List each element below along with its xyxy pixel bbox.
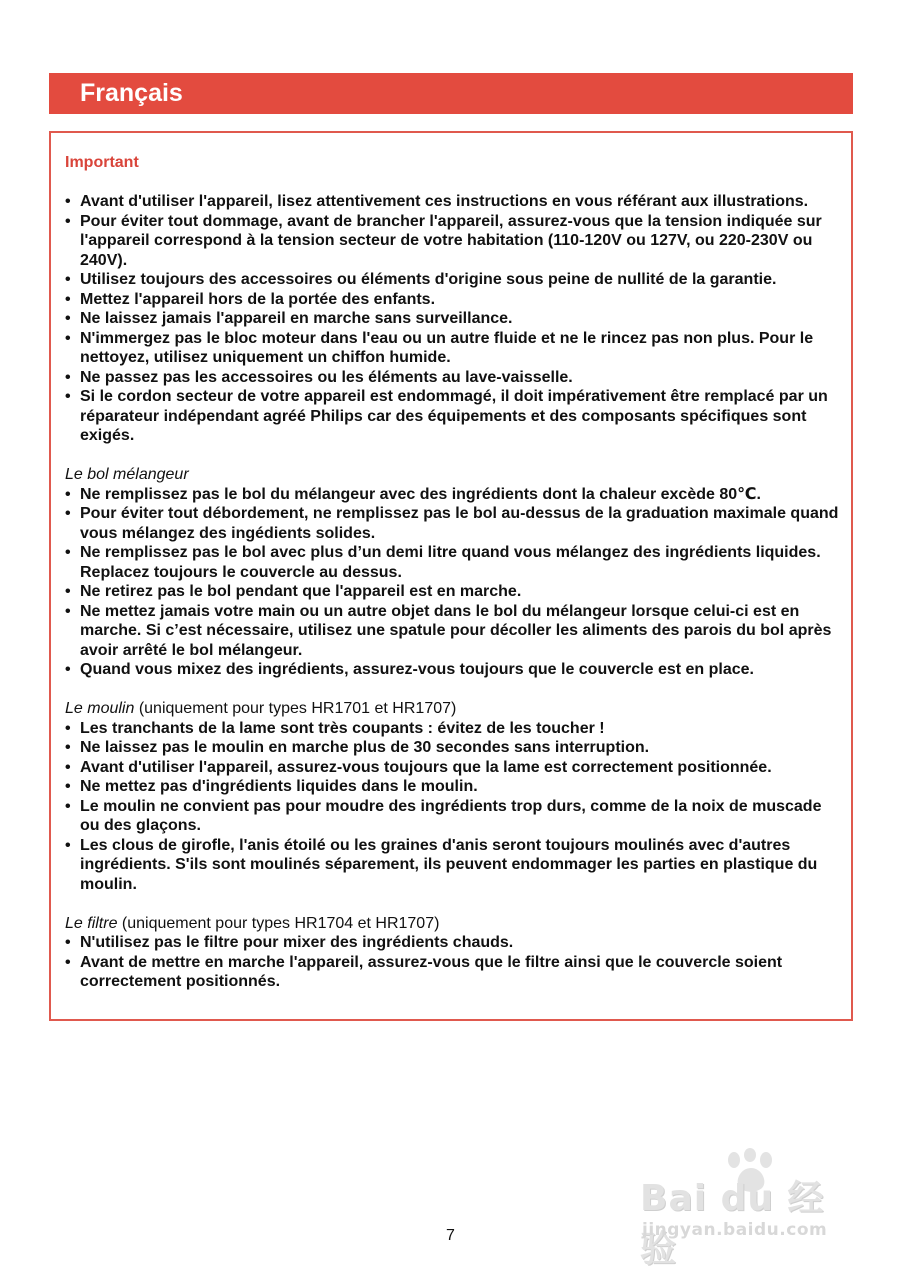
language-header (49, 73, 853, 114)
list-item: • Avant d'utiliser l'appareil, assurez-vous toujours que la lame est correctement positionnée. (65, 758, 841, 778)
list-item: • Si le cordon secteur de votre appareil est endommagé, il doit impérativement être remplacé par un réparateur indépendant agréé Philips car des équipements et des composants spécifiques sont exigés. (65, 387, 841, 446)
watermark-url: jingyan.baidu.com (642, 1220, 828, 1240)
list-item: • Ne laissez jamais l'appareil en marche sans surveillance. (65, 309, 841, 329)
bol-title: Le bol mélangeur (65, 466, 189, 483)
list-item: • Ne mettez pas d'ingrédients liquides dans le moulin. (65, 777, 841, 797)
list-item: • Les tranchants de la lame sont très coupants : évitez de les toucher ! (65, 719, 841, 739)
section-title-filtre (65, 914, 841, 934)
important-box (49, 131, 853, 1021)
filtre-note: (uniquement pour types HR1704 et HR1707) (117, 914, 440, 932)
list-item: • Le moulin ne convient pas pour moudre des ingrédients trop durs, comme de la noix de muscade ou des glaçons. (65, 797, 841, 836)
list-item: • N'utilisez pas le filtre pour mixer des ingrédients chauds. (65, 933, 841, 953)
baidu-watermark (640, 1148, 850, 1270)
moulin-note: (uniquement pour types HR1701 et HR1707) (134, 700, 457, 717)
list-item: • Ne remplissez pas le bol avec plus d’un demi litre quand vous mélangez des ingrédients liquides. Replacez toujours le couvercle au dessus. (65, 543, 841, 582)
list-item: • Utilisez toujours des accessoires ou éléments d'origine sous peine de nullité de la garantie. (65, 270, 841, 290)
language-title: Français (80, 79, 183, 107)
list-item: • Ne mettez jamais votre main ou un autre objet dans le bol du mélangeur lorsque celui-ci est en marche. Si c’est nécessaire, utilisez une spatule pour décoller les aliments des parois du bol après avoir arrêté le bol mélangeur. (65, 602, 841, 661)
moulin-title: Le moulin (65, 700, 135, 717)
important-content (65, 153, 841, 992)
section-title-bol (65, 465, 841, 485)
moulin-list (65, 719, 841, 895)
watermark-logo: Bai du 经验 (640, 1178, 825, 1270)
list-item: • Les clous de girofle, l'anis étoilé ou les graines d'anis seront toujours moulinés avec d'autres ingrédients. S'ils sont moulinés séparement, ils peuvent endommager les parties en plastique du moulin. (65, 836, 841, 895)
filtre-title: Le filtre (65, 914, 118, 932)
bol-list (65, 485, 841, 680)
list-item: • Ne retirez pas le bol pendant que l'appareil est en marche. (65, 582, 841, 602)
section-title-moulin (65, 699, 841, 719)
list-item: • Avant d'utiliser l'appareil, lisez attentivement ces instructions en vous référant aux illustrations. (65, 192, 841, 212)
list-item: • Ne remplissez pas le bol du mélangeur avec des ingrédients dont la chaleur excède 80℃. (65, 485, 841, 505)
important-list (65, 192, 841, 446)
list-item: • Quand vous mixez des ingrédients, assurez-vous toujours que le couvercle est en place. (65, 660, 841, 680)
list-item: • Mettez l'appareil hors de la portée des enfants. (65, 290, 841, 310)
list-item: • N'immergez pas le bloc moteur dans l'eau ou un autre fluide et ne le rincez pas non plus. Pour le nettoyez, utilisez uniquement un chiffon humide. (65, 329, 841, 368)
list-item: • Pour éviter tout débordement, ne remplissez pas le bol au-dessus de la graduation maximale quand vous mélangez des ingédients solides. (65, 504, 841, 543)
page-number: 7 (446, 1227, 455, 1244)
list-item: • Ne passez pas les accessoires ou les éléments au lave-vaisselle. (65, 368, 841, 388)
list-item: • Ne laissez pas le moulin en marche plus de 30 secondes sans interruption. (65, 738, 841, 758)
list-item: • Pour éviter tout dommage, avant de brancher l'appareil, assurez-vous que la tension indiquée sur l'appareil correspond à la tension secteur de votre habitation (110-120V ou 127V, ou 220-230V ou 240V). (65, 212, 841, 271)
important-heading: Important (65, 154, 139, 171)
filtre-list (65, 933, 841, 992)
list-item: • Avant de mettre en marche l'appareil, assurez-vous que le filtre ainsi que le couvercle soient correctement positionnés. (65, 953, 841, 992)
